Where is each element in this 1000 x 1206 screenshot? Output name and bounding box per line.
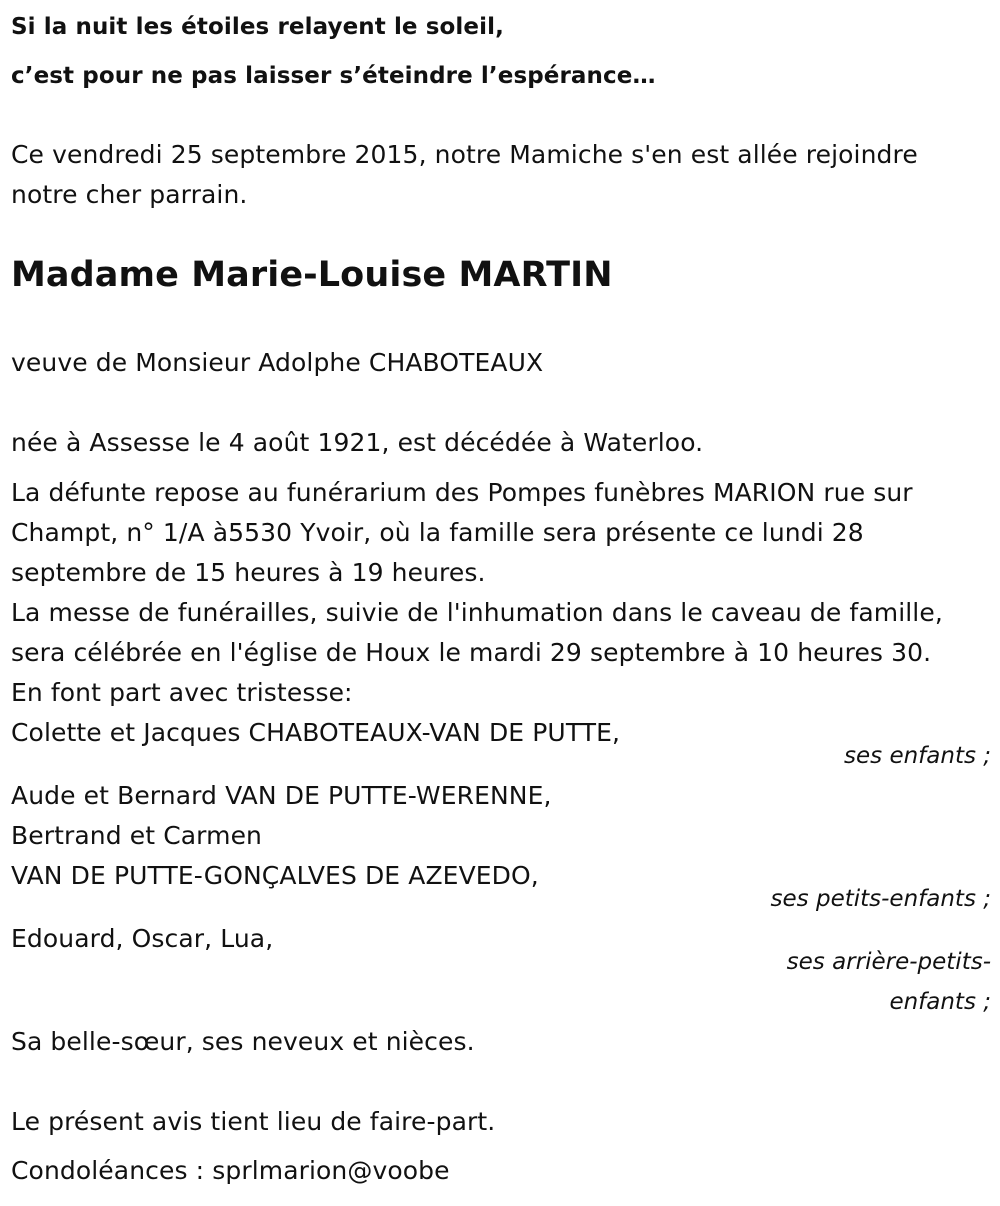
arrangements-line-6: En font part avec tristesse:: [11, 678, 353, 707]
grandchildren-line-2: Bertrand et Carmen: [11, 821, 262, 850]
arrangements-line-1: La défunte repose au funérarium des Pompes funèbres MARION rue sur: [11, 478, 913, 507]
epigraph-line-2: c’est pour ne pas laisser s’éteindre l’espérance…: [11, 63, 656, 89]
grandchildren-relation: ses petits-enfants ;: [770, 886, 991, 912]
notice-statement: Le présent avis tient lieu de faire-part.: [11, 1107, 496, 1136]
intro-line-1: Ce vendredi 25 septembre 2015, notre Mamiche s'en est allée rejoindre: [11, 140, 918, 169]
great-grandchildren-names: Edouard, Oscar, Lua,: [11, 924, 274, 953]
widow-of: veuve de Monsieur Adolphe CHABOTEAUX: [11, 348, 544, 377]
grandchildren-line-1: Aude et Bernard VAN DE PUTTE-WERENNE,: [11, 781, 552, 810]
condolences-contact: Condoléances : sprlmarion@voobe: [11, 1156, 450, 1185]
arrangements-line-3: septembre de 15 heures à 19 heures.: [11, 558, 486, 587]
great-grandchildren-relation-2: enfants ;: [889, 989, 991, 1015]
epigraph-line-1: Si la nuit les étoiles relayent le soleil,: [11, 14, 504, 40]
children-names: Colette et Jacques CHABOTEAUX-VAN DE PUTTE,: [11, 718, 621, 747]
arrangements-line-5: sera célébrée en l'église de Houx le mardi 29 septembre à 10 heures 30.: [11, 638, 932, 667]
deceased-name: Madame Marie-Louise MARTIN: [11, 255, 613, 295]
intro-line-2: notre cher parrain.: [11, 180, 248, 209]
others-family: Sa belle-sœur, ses neveux et nièces.: [11, 1027, 475, 1056]
birth-death: née à Assesse le 4 août 1921, est décédée à Waterloo.: [11, 428, 704, 457]
arrangements-line-4: La messe de funérailles, suivie de l'inhumation dans le caveau de famille,: [11, 598, 943, 627]
grandchildren-line-3: VAN DE PUTTE-GONÇALVES DE AZEVEDO,: [11, 861, 539, 890]
children-relation: ses enfants ;: [844, 743, 991, 769]
arrangements-line-2: Champt, n° 1/A à5530 Yvoir, où la famille sera présente ce lundi 28: [11, 518, 864, 547]
great-grandchildren-relation-1: ses arrière-petits-: [786, 949, 991, 975]
